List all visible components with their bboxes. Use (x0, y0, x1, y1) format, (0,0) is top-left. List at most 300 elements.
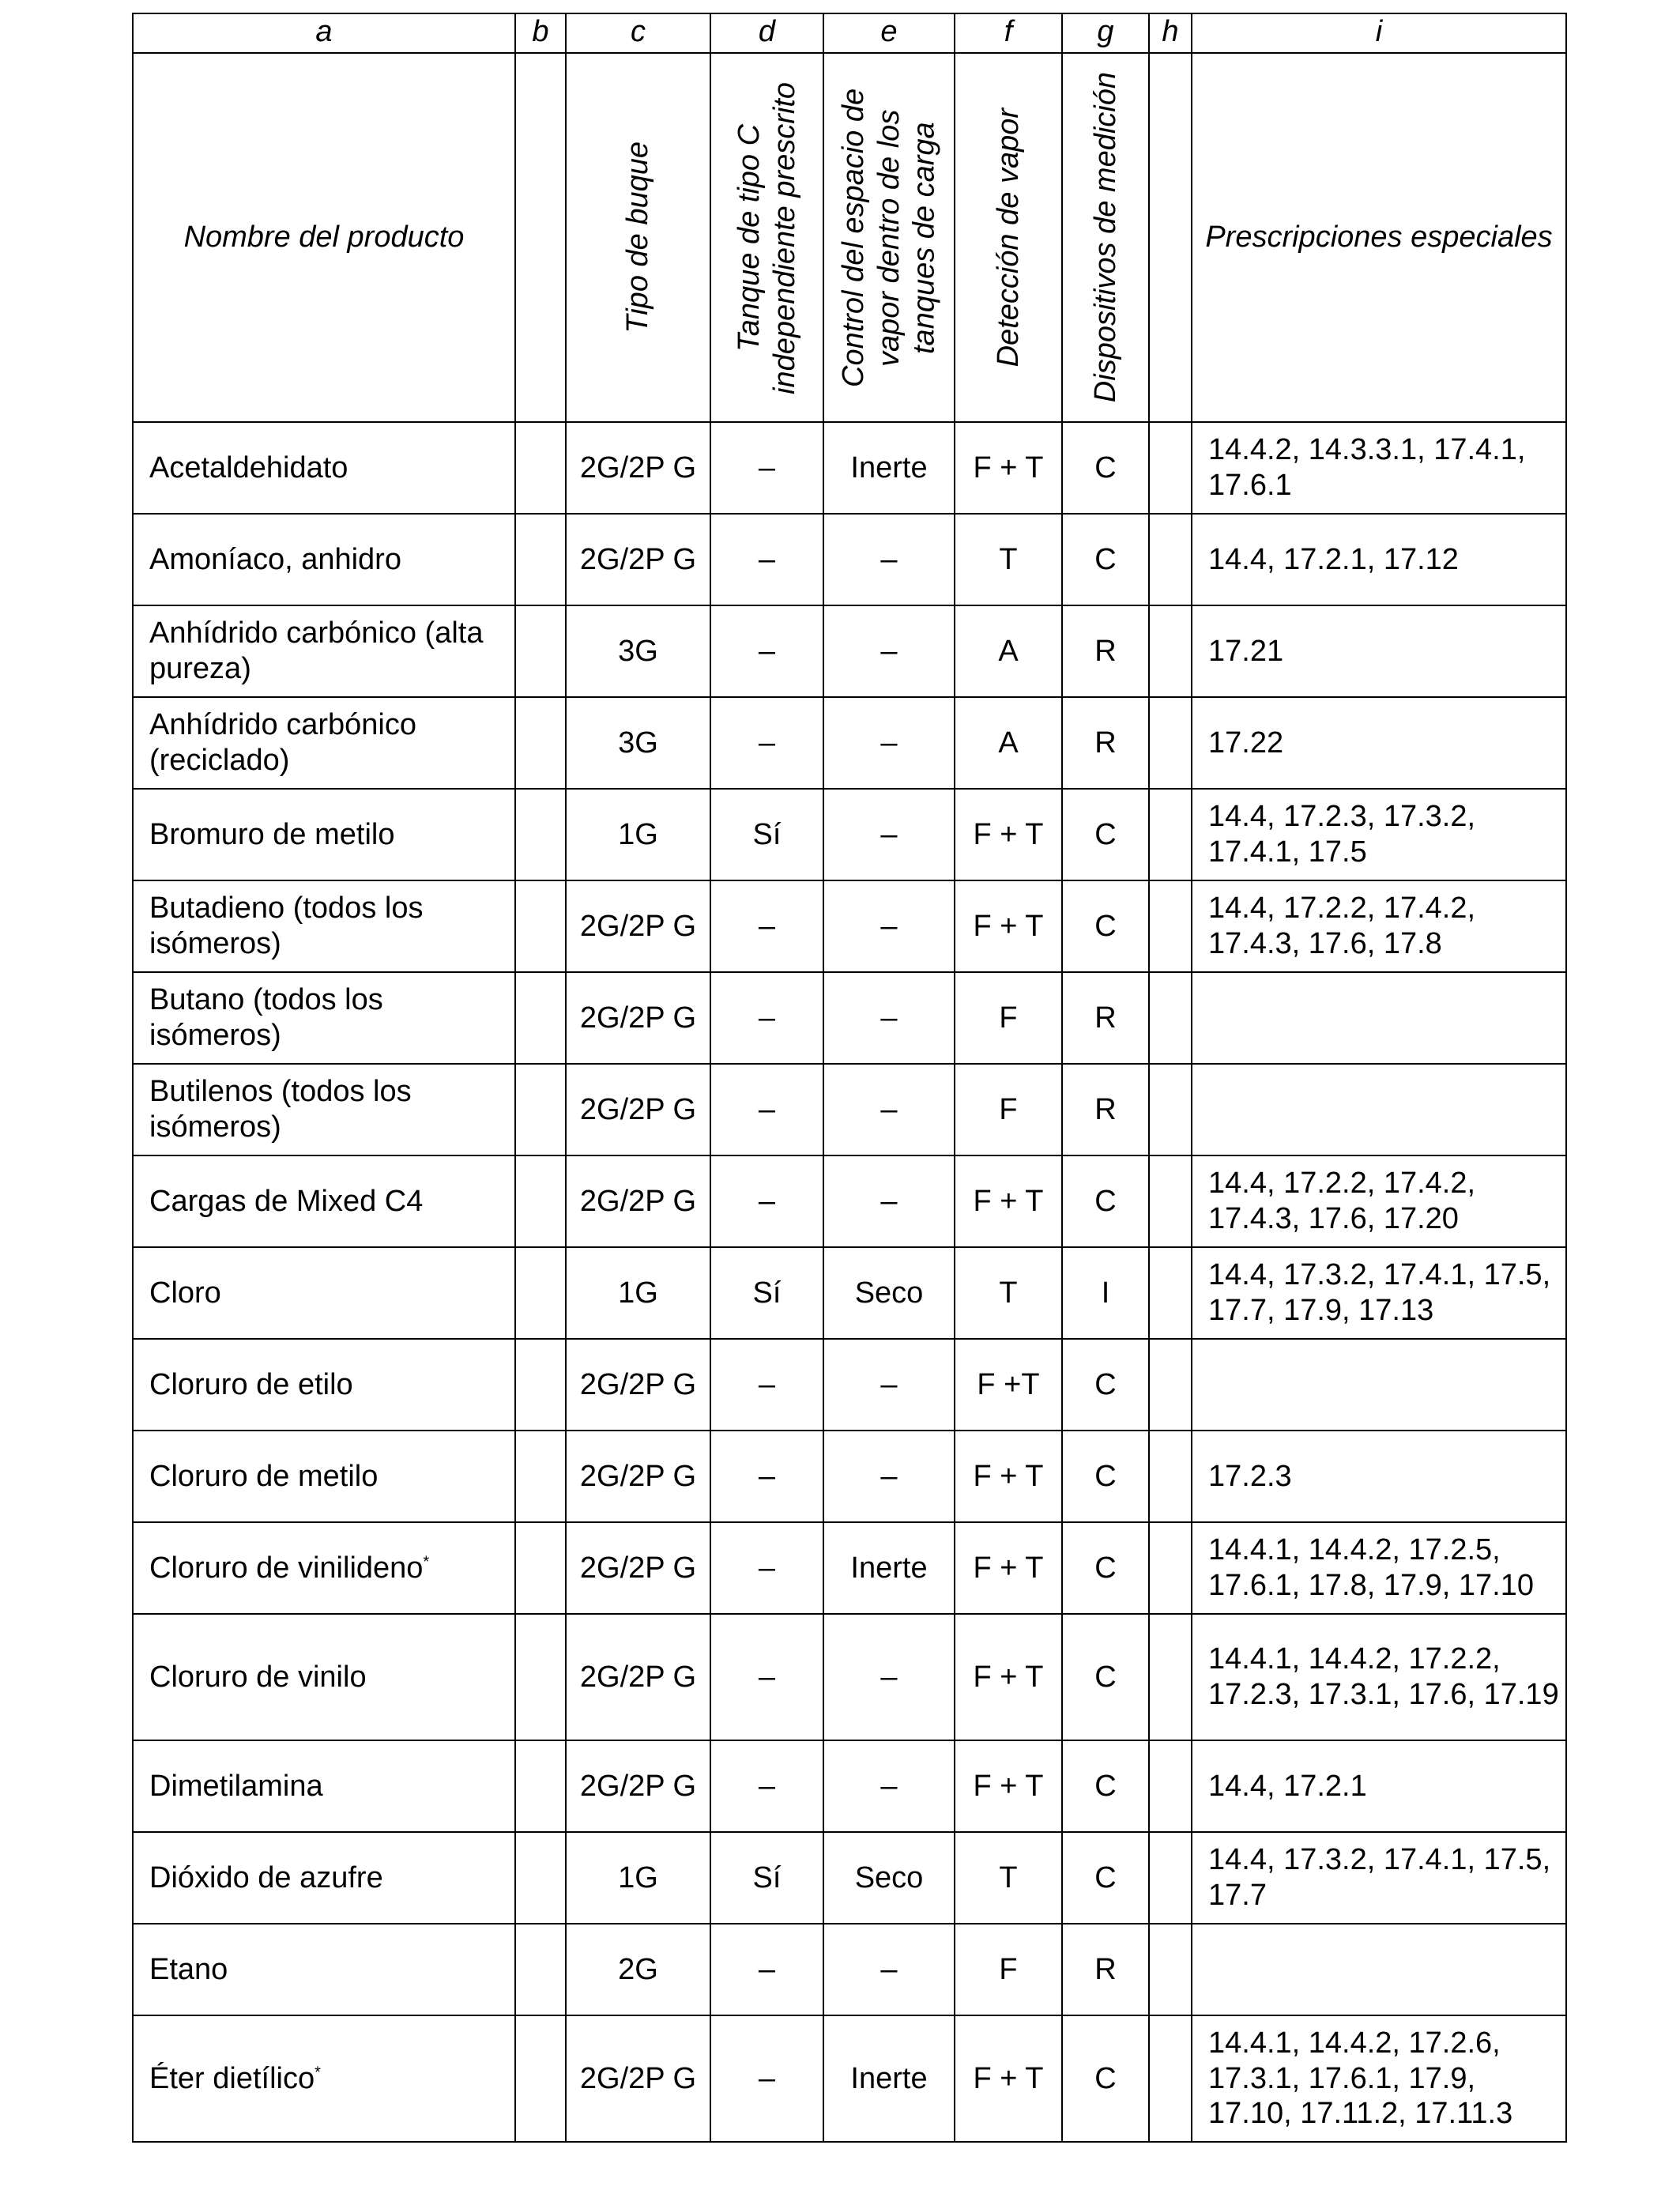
vapour-control-cell (823, 697, 955, 789)
header-product-name (133, 53, 515, 422)
vapour-control-cell (823, 514, 955, 605)
vapour-control-cell-text: – (880, 726, 898, 760)
vapour-detection-cell (955, 1431, 1062, 1522)
gauging-cell-text: R (1094, 634, 1117, 668)
special-requirements-cell (1192, 422, 1566, 514)
product-name-cell-text: Anhídrido carbónico (reciclado) (149, 708, 416, 777)
column-b-cell (515, 1924, 566, 2015)
ship-type-cell-text: 2G/2P G (579, 1551, 697, 1585)
table-row (133, 1431, 1566, 1522)
vapour-detection-cell-text: F + T (973, 909, 1044, 943)
gauging-cell (1062, 880, 1149, 972)
independent-tank-cell-text: – (758, 1952, 776, 1986)
product-name-cell-text: Butilenos (todos los isómeros) (149, 1075, 412, 1144)
independent-tank-cell (710, 1339, 823, 1431)
table-row (133, 422, 1566, 514)
independent-tank-cell (710, 1522, 823, 1614)
product-name-cell (133, 697, 515, 789)
independent-tank-cell-text: – (758, 1551, 776, 1585)
special-requirements-cell (1192, 605, 1566, 697)
header-ship-type (566, 53, 710, 422)
independent-tank-cell-text: – (758, 634, 776, 668)
special-requirements-cell (1192, 972, 1566, 1064)
vapour-detection-cell (955, 1614, 1062, 1740)
gauging-cell (1062, 1832, 1149, 1924)
independent-tank-cell-text: – (758, 1001, 776, 1035)
vapour-control-cell-text: – (880, 1459, 898, 1493)
vapour-control-cell-text: – (880, 1001, 898, 1035)
ship-type-cell (566, 697, 710, 789)
independent-tank-cell (710, 514, 823, 605)
header-ship-type-text: Tipo de buque (621, 141, 655, 334)
ship-type-cell (566, 514, 710, 605)
product-name-cell (133, 1924, 515, 2015)
vapour-control-cell (823, 1339, 955, 1431)
ship-type-cell (566, 2015, 710, 2142)
vapour-control-cell-text: Seco (854, 1860, 924, 1894)
product-name-cell (133, 1740, 515, 1832)
table-body (133, 422, 1566, 2142)
column-b-cell (515, 422, 566, 514)
gauging-cell-text: R (1094, 1952, 1117, 1986)
independent-tank-cell (710, 605, 823, 697)
table-row (133, 514, 1566, 605)
vapour-detection-cell-text: F + T (973, 1769, 1044, 1803)
column-letter-i: i (1192, 13, 1566, 53)
independent-tank-cell (710, 1431, 823, 1522)
table-row (133, 1924, 1566, 2015)
gauging-cell (1062, 1247, 1149, 1339)
column-h-cell (1149, 1339, 1192, 1431)
vapour-control-cell (823, 1614, 955, 1740)
header-vapour-control-text: Control del espacio de vapor dentro de los tanques de carga (836, 88, 941, 387)
product-name-cell (133, 2015, 515, 2142)
vapour-detection-cell (955, 2015, 1062, 2142)
gauging-cell (1062, 972, 1149, 1064)
column-b-cell (515, 2015, 566, 2142)
ship-type-cell-text: 2G/2P G (579, 1660, 697, 1694)
table-row (133, 697, 1566, 789)
vapour-detection-cell (955, 1247, 1062, 1339)
column-b-cell (515, 1339, 566, 1431)
vapour-detection-cell (955, 605, 1062, 697)
vapour-control-cell (823, 605, 955, 697)
column-h-cell (1149, 697, 1192, 789)
vapour-control-cell-text: – (880, 1092, 898, 1126)
product-name-cell-text: Dimetilamina (149, 1769, 323, 1803)
vapour-control-cell (823, 1064, 955, 1155)
gauging-cell-text: C (1094, 1184, 1117, 1218)
table-row (133, 1155, 1566, 1247)
gauging-cell-text: R (1094, 1092, 1117, 1126)
header-b (515, 53, 566, 422)
column-h-cell (1149, 880, 1192, 972)
vapour-detection-cell (955, 1522, 1062, 1614)
header-gauging (1062, 53, 1149, 422)
table-row (133, 1247, 1566, 1339)
footnote-marker: * (315, 2063, 321, 2081)
special-requirements-cell (1192, 1155, 1566, 1247)
column-h-cell (1149, 605, 1192, 697)
gauging-cell-text: R (1094, 1001, 1117, 1035)
ship-type-cell-text: 2G/2P G (579, 2061, 697, 2095)
vapour-control-cell (823, 422, 955, 514)
vapour-control-cell (823, 1431, 955, 1522)
header-independent-tank (710, 53, 823, 422)
gauging-cell (1062, 1614, 1149, 1740)
table-header (133, 13, 1566, 422)
vapour-control-cell (823, 1924, 955, 2015)
product-name-cell-text: Cargas de Mixed C4 (149, 1184, 424, 1218)
column-b-cell (515, 1522, 566, 1614)
independent-tank-cell-text: – (758, 1660, 776, 1694)
column-letter-e: e (823, 13, 955, 53)
table-row (133, 789, 1566, 880)
vapour-detection-cell-text: A (998, 726, 1019, 760)
vapour-control-cell-text: – (880, 634, 898, 668)
vapour-detection-cell (955, 1064, 1062, 1155)
column-letter-d: d (710, 13, 823, 53)
vapour-control-cell-text: Inerte (850, 1551, 928, 1585)
product-name-cell-text: Cloruro de vinilo (149, 1660, 367, 1694)
vapour-detection-cell (955, 1924, 1062, 2015)
vapour-detection-cell-text: F + T (973, 450, 1044, 484)
vapour-control-cell (823, 1832, 955, 1924)
product-name-cell-text: Cloruro de metilo (149, 1459, 379, 1493)
vapour-detection-cell (955, 972, 1062, 1064)
product-name-cell (133, 1614, 515, 1740)
independent-tank-cell (710, 1247, 823, 1339)
column-b-cell (515, 1614, 566, 1740)
ship-type-cell-text: 2G/2P G (579, 1092, 697, 1126)
ship-type-cell-text: 2G/2P G (579, 1367, 697, 1401)
ship-type-cell-text: 2G/2P G (579, 909, 697, 943)
special-requirements-cell (1192, 1740, 1566, 1832)
column-b-cell (515, 789, 566, 880)
vapour-control-cell (823, 1155, 955, 1247)
special-requirements-cell (1192, 880, 1566, 972)
column-b-cell (515, 880, 566, 972)
ship-type-cell (566, 1155, 710, 1247)
vapour-detection-cell-text: F + T (973, 1184, 1044, 1218)
special-requirements-cell-text: 14.4, 17.2.3, 17.3.2, 17.4.1, 17.5 (1208, 800, 1476, 869)
special-requirements-cell-text: 14.4, 17.2.1, 17.12 (1208, 542, 1459, 576)
gauging-cell (1062, 1339, 1149, 1431)
special-requirements-cell-text: 17.2.3 (1208, 1459, 1292, 1493)
vapour-detection-cell (955, 697, 1062, 789)
independent-tank-cell (710, 1064, 823, 1155)
table-row (133, 1740, 1566, 1832)
column-h-cell (1149, 1431, 1192, 1522)
table-row (133, 1339, 1566, 1431)
column-h-cell (1149, 1155, 1192, 1247)
gauging-cell-text: C (1094, 2061, 1117, 2095)
special-requirements-cell-text: 14.4, 17.2.2, 17.4.2, 17.4.3, 17.6, 17.8 (1208, 892, 1476, 960)
vapour-control-cell-text: – (880, 909, 898, 943)
special-requirements-cell-text: 17.22 (1208, 726, 1284, 760)
product-name-cell-text: Cloro (149, 1276, 221, 1310)
vapour-detection-cell (955, 1155, 1062, 1247)
special-requirements-cell-text: 14.4.1, 14.4.2, 17.2.5, 17.6.1, 17.8, 17.9, 17.10 (1208, 1533, 1535, 1602)
column-h-cell (1149, 2015, 1192, 2142)
special-requirements-cell (1192, 789, 1566, 880)
independent-tank-cell-text: Sí (752, 1276, 782, 1310)
column-letter-h: h (1149, 13, 1192, 53)
ship-type-cell (566, 422, 710, 514)
product-name-cell (133, 1431, 515, 1522)
vapour-control-cell-text: – (880, 1952, 898, 1986)
independent-tank-cell-text: – (758, 450, 776, 484)
independent-tank-cell-text: – (758, 1459, 776, 1493)
gauging-cell-text: C (1094, 1459, 1117, 1493)
ship-type-cell-text: 3G (618, 634, 658, 668)
vapour-detection-cell-text: F + T (973, 1459, 1044, 1493)
table-row (133, 1832, 1566, 1924)
header-vapour-detection (955, 53, 1062, 422)
gauging-cell-text: C (1094, 1551, 1117, 1585)
product-name-cell (133, 422, 515, 514)
special-requirements-cell-text: 14.4, 17.3.2, 17.4.1, 17.5, 17.7 (1208, 1843, 1551, 1912)
gauging-cell-text: I (1101, 1276, 1110, 1310)
gauging-cell (1062, 1155, 1149, 1247)
ship-type-cell-text: 2G/2P G (579, 1001, 697, 1035)
independent-tank-cell (710, 789, 823, 880)
gauging-cell (1062, 1924, 1149, 2015)
column-b-cell (515, 1247, 566, 1339)
column-letter-f: f (955, 13, 1062, 53)
product-name-cell-text: Anhídrido carbónico (alta pureza) (149, 616, 484, 685)
ship-type-cell-text: 1G (618, 1276, 658, 1310)
independent-tank-cell (710, 1924, 823, 2015)
table-row (133, 1614, 1566, 1740)
column-letter-row (133, 13, 1566, 53)
vapour-control-cell (823, 1522, 955, 1614)
table-row (133, 1064, 1566, 1155)
product-name-cell-text: Dióxido de azufre (149, 1860, 383, 1894)
product-name-cell (133, 1522, 515, 1614)
gauging-cell (1062, 789, 1149, 880)
header-gauging-text: Dispositivos de medición (1088, 72, 1122, 403)
header-special-requirements-text: Prescripciones especiales (1205, 221, 1553, 254)
column-h-cell (1149, 1924, 1192, 2015)
vapour-control-cell-text: – (880, 542, 898, 576)
special-requirements-cell (1192, 1522, 1566, 1614)
special-requirements-cell (1192, 1247, 1566, 1339)
column-letter-c: c (566, 13, 710, 53)
column-h-cell (1149, 1522, 1192, 1614)
ship-type-cell (566, 789, 710, 880)
independent-tank-cell-text: Sí (752, 1860, 782, 1894)
header-independent-tank-text: Tanque de tipo C independiente prescrito (732, 81, 801, 394)
column-letter-a: a (133, 13, 515, 53)
vapour-control-cell (823, 972, 955, 1064)
independent-tank-cell-text: Sí (752, 817, 782, 851)
independent-tank-cell-text: – (758, 1184, 776, 1218)
independent-tank-cell (710, 1614, 823, 1740)
gauging-cell (1062, 422, 1149, 514)
product-name-cell-text: Cloruro de etilo (149, 1367, 353, 1401)
column-b-cell (515, 1064, 566, 1155)
vapour-detection-cell (955, 422, 1062, 514)
vapour-control-cell-text: Inerte (850, 2061, 928, 2095)
gauging-cell (1062, 514, 1149, 605)
gauging-cell (1062, 605, 1149, 697)
gauging-cell (1062, 2015, 1149, 2142)
special-requirements-cell-text: 14.4.1, 14.4.2, 17.2.6, 17.3.1, 17.6.1, 17.9, 17.10, 17.11.2, 17.11.3 (1208, 2026, 1513, 2131)
ship-type-cell (566, 972, 710, 1064)
column-h-cell (1149, 1614, 1192, 1740)
ship-type-cell-text: 2G/2P G (579, 542, 697, 576)
product-name-cell (133, 1832, 515, 1924)
gauging-cell-text: C (1094, 1769, 1117, 1803)
column-title-row (133, 53, 1566, 422)
table-row (133, 880, 1566, 972)
gauging-cell-text: C (1094, 1367, 1117, 1401)
vapour-detection-cell-text: F + T (973, 1551, 1044, 1585)
special-requirements-cell (1192, 1924, 1566, 2015)
vapour-detection-cell (955, 514, 1062, 605)
gauging-cell (1062, 1064, 1149, 1155)
column-b-cell (515, 697, 566, 789)
independent-tank-cell-text: – (758, 1769, 776, 1803)
ship-type-cell (566, 880, 710, 972)
special-requirements-cell-text: 17.21 (1208, 634, 1284, 668)
product-name-cell-text: Cloruro de vinilideno (149, 1551, 424, 1585)
vapour-detection-cell (955, 1832, 1062, 1924)
special-requirements-cell (1192, 697, 1566, 789)
vapour-detection-cell-text: F +T (977, 1367, 1040, 1401)
vapour-detection-cell-text: F (999, 1001, 1018, 1035)
vapour-control-cell (823, 880, 955, 972)
vapour-detection-cell-text: A (998, 634, 1019, 668)
product-name-cell-text: Éter dietílico (149, 2061, 315, 2095)
vapour-control-cell (823, 2015, 955, 2142)
header-vapour-detection-text: Detección de vapor (991, 107, 1025, 368)
ship-type-cell (566, 1431, 710, 1522)
product-name-cell-text: Butano (todos los isómeros) (149, 983, 383, 1052)
gauging-cell-text: C (1094, 1660, 1117, 1694)
independent-tank-cell (710, 422, 823, 514)
vapour-control-cell (823, 1247, 955, 1339)
special-requirements-cell-text: 14.4.1, 14.4.2, 17.2.2, 17.2.3, 17.3.1, 17.6, 17.19 (1208, 1642, 1559, 1711)
ship-type-cell-text: 3G (618, 726, 658, 760)
product-name-cell (133, 1155, 515, 1247)
column-b-cell (515, 1431, 566, 1522)
column-letter-g: g (1062, 13, 1149, 53)
special-requirements-cell (1192, 1064, 1566, 1155)
gauging-cell-text: R (1094, 726, 1117, 760)
special-requirements-cell (1192, 1339, 1566, 1431)
vapour-detection-cell-text: F + T (973, 817, 1044, 851)
gauging-cell (1062, 697, 1149, 789)
table-row (133, 972, 1566, 1064)
product-table (132, 13, 1567, 2143)
special-requirements-cell (1192, 1431, 1566, 1522)
vapour-control-cell (823, 1740, 955, 1832)
ship-type-cell (566, 1522, 710, 1614)
product-name-cell-text: Acetaldehidato (149, 450, 348, 484)
special-requirements-cell-text: 14.4.2, 14.3.3.1, 17.4.1, 17.6.1 (1208, 433, 1526, 502)
column-b-cell (515, 1740, 566, 1832)
special-requirements-cell (1192, 2015, 1566, 2142)
gauging-cell (1062, 1522, 1149, 1614)
special-requirements-cell (1192, 514, 1566, 605)
column-h-cell (1149, 514, 1192, 605)
product-name-cell (133, 789, 515, 880)
vapour-control-cell-text: – (880, 1184, 898, 1218)
vapour-control-cell-text: – (880, 1367, 898, 1401)
product-name-cell-text: Bromuro de metilo (149, 817, 395, 851)
column-h-cell (1149, 422, 1192, 514)
independent-tank-cell (710, 972, 823, 1064)
ship-type-cell (566, 1339, 710, 1431)
independent-tank-cell (710, 880, 823, 972)
special-requirements-cell-text: 14.4, 17.2.1 (1208, 1769, 1367, 1803)
column-b-cell (515, 605, 566, 697)
table-row (133, 2015, 1566, 2142)
ship-type-cell (566, 1924, 710, 2015)
independent-tank-cell (710, 2015, 823, 2142)
ship-type-cell (566, 1064, 710, 1155)
special-requirements-cell-text: 14.4, 17.2.2, 17.4.2, 17.4.3, 17.6, 17.20 (1208, 1167, 1476, 1235)
product-name-cell (133, 972, 515, 1064)
ship-type-cell (566, 1614, 710, 1740)
product-name-cell (133, 1064, 515, 1155)
ship-type-cell (566, 1247, 710, 1339)
product-name-cell-text: Butadieno (todos los isómeros) (149, 892, 424, 960)
column-h-cell (1149, 789, 1192, 880)
table-row (133, 605, 1566, 697)
vapour-detection-cell-text: F + T (973, 1660, 1044, 1694)
independent-tank-cell-text: – (758, 1092, 776, 1126)
gauging-cell-text: C (1094, 1860, 1117, 1894)
header-product-name-text: Nombre del producto (183, 221, 465, 254)
header-h (1149, 53, 1192, 422)
gauging-cell-text: C (1094, 817, 1117, 851)
table-row (133, 1522, 1566, 1614)
footnote-marker: * (423, 1552, 430, 1570)
header-special-requirements (1192, 53, 1566, 422)
column-h-cell (1149, 1064, 1192, 1155)
special-requirements-cell (1192, 1614, 1566, 1740)
product-name-cell-text: Amoníaco, anhidro (149, 542, 401, 576)
special-requirements-cell (1192, 1832, 1566, 1924)
column-b-cell (515, 972, 566, 1064)
column-h-cell (1149, 1247, 1192, 1339)
vapour-control-cell-text: – (880, 817, 898, 851)
ship-type-cell-text: 2G (618, 1952, 658, 1986)
column-h-cell (1149, 1740, 1192, 1832)
vapour-control-cell-text: – (880, 1660, 898, 1694)
ship-type-cell-text: 2G/2P G (579, 1184, 697, 1218)
column-h-cell (1149, 972, 1192, 1064)
vapour-detection-cell-text: F (999, 1952, 1018, 1986)
product-name-cell (133, 514, 515, 605)
independent-tank-cell-text: – (758, 542, 776, 576)
independent-tank-cell-text: – (758, 1367, 776, 1401)
column-b-cell (515, 1155, 566, 1247)
column-letter-b: b (515, 13, 566, 53)
independent-tank-cell (710, 1832, 823, 1924)
ship-type-cell (566, 605, 710, 697)
gauging-cell-text: C (1094, 450, 1117, 484)
product-name-cell-text: Etano (149, 1952, 228, 1986)
vapour-control-cell-text: Inerte (850, 450, 928, 484)
ship-type-cell-text: 1G (618, 1860, 658, 1894)
vapour-control-cell (823, 789, 955, 880)
ship-type-cell-text: 2G/2P G (579, 1769, 697, 1803)
product-name-cell (133, 1339, 515, 1431)
